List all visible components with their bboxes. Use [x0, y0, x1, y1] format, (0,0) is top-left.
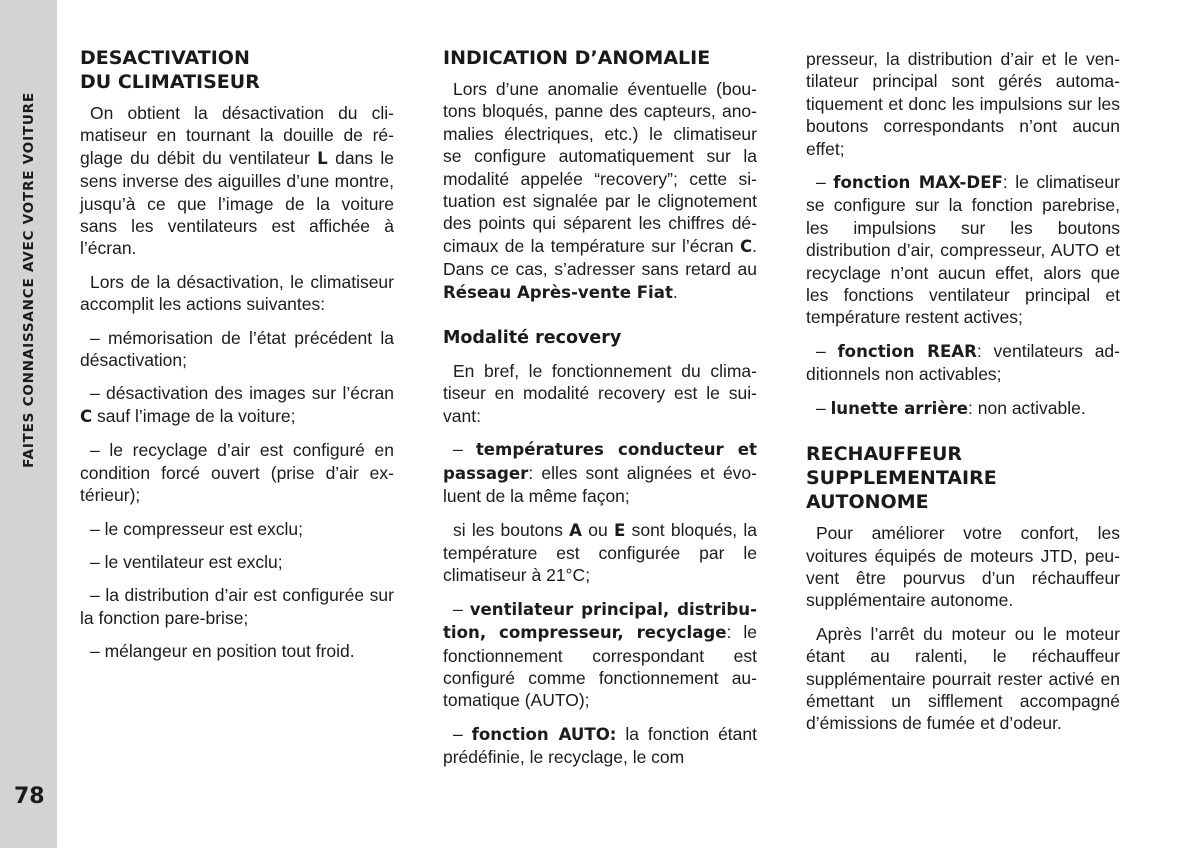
list-item: – le ventilateur est exclu; [90, 551, 283, 572]
list-item: – températures conducteur et passager: elles sont alignées et évoluent de la même façon; [443, 439, 757, 507]
paragraph: presseur, la distribution d’air et le ventilateur principal sont gérés automatiquement et donc les impulsions sur les boutons correspondants n’ont aucun effet; [806, 49, 1120, 159]
column-3 [806, 48, 1120, 746]
list-item: – mélangeur en position tout froid. [90, 641, 355, 662]
heading-indication-anomalie: INDICATION D’ANOMALIE [443, 47, 711, 69]
heading-line: DESACTIVATION [80, 47, 250, 69]
list-item: – ventilateur principal, distribution, compresseur, recyclage: le fonctionnement correspondant est configuré comme fonctionnement automatique (AUTO); [443, 598, 757, 711]
list-item: – fonction MAX-DEF: le climatiseur se configure sur la fonction parebrise, les impulsions sur les boutons distribution d’air, compresseur, AUTO et recyclage n’ont aucun effet, alors que les fonctions ventilateur principal et température restent actives; [806, 172, 1120, 328]
list-item: – fonction AUTO: la fonction étant prédéfinie, le recyclage, le com [443, 723, 757, 768]
paragraph: Lors de la désactivation, le climatiseur accomplit les actions suivantes: [80, 271, 394, 315]
list-item: – le recyclage d’air est configuré en condition forcé ouvert (prise d’air extérieur); [80, 440, 394, 506]
page-number: 78 [14, 784, 45, 809]
subheading-modalite-recovery: Modalité recovery [443, 328, 622, 349]
list-item: – mémorisation de l’état précédent la désactivation; [80, 327, 394, 371]
paragraph: Pour améliorer votre confort, les voitures équipés de moteurs JTD, peuvent être pourvus d’un réchauffeur supplémentaire autonome. [806, 523, 1120, 611]
heading-line: SUPPLEMENTAIRE [806, 467, 997, 490]
list-item: – désactivation des images sur l’écran C sauf l’image de la voiture; [80, 383, 394, 426]
list-item: – lunette arrière: non activable. [816, 397, 1086, 418]
list-item: si les boutons A ou E sont bloqués, la température est configurée par le climatiseur à 21°C; [443, 519, 757, 586]
heading-line: AUTONOME [806, 491, 929, 514]
side-strip [0, 0, 57, 848]
list-item: – fonction REAR: ventilateurs additionnels non activables; [806, 340, 1120, 385]
paragraph: Après l’arrêt du moteur ou le moteur étant au ralenti, le réchauffeur supplémentaire pourrait rester activé en émettant un sifflement accompagné d’émissions de fumée et d’odeur. [806, 623, 1120, 734]
column-1 [80, 46, 394, 674]
section-title: FAITES CONNAISSANCE AVEC VOTRE VOITURE [21, 92, 37, 468]
list-item: – la distribution d’air est configurée sur la fonction pare-brise; [80, 585, 394, 628]
column-2 [443, 46, 757, 780]
heading-rechauffeur [806, 442, 1120, 514]
heading-desactivation [80, 46, 394, 94]
paragraph: Lors d’une anomalie éventuelle (boutons bloqués, panne des capteurs, anomalies électriques, etc.) le climatiseur se configure automatiquement sur la modalité appelée “recovery”; cette situation est signalée par le clignotement des points qui séparent les chiffres décimaux de la température sur l’écran C. Dans ce cas, s’adresser sans retard au Réseau Après-vente Fiat. [443, 79, 757, 302]
heading-line: DU CLIMATISEUR [80, 71, 260, 93]
heading-line: RECHAUFFEUR [806, 443, 962, 466]
paragraph: On obtient la désactivation du climatiseur en tournant la douille de réglage du débit du ventilateur L dans le sens inverse des aiguilles d’une montre, jusqu’à ce que l’image de la voiture sans les ventilateurs est affichée à l’écran. [80, 103, 395, 259]
paragraph: En bref, le fonctionnement du climatiseur en modalité recovery est le suivant: [443, 361, 757, 426]
list-item: – le compresseur est exclu; [90, 518, 304, 539]
